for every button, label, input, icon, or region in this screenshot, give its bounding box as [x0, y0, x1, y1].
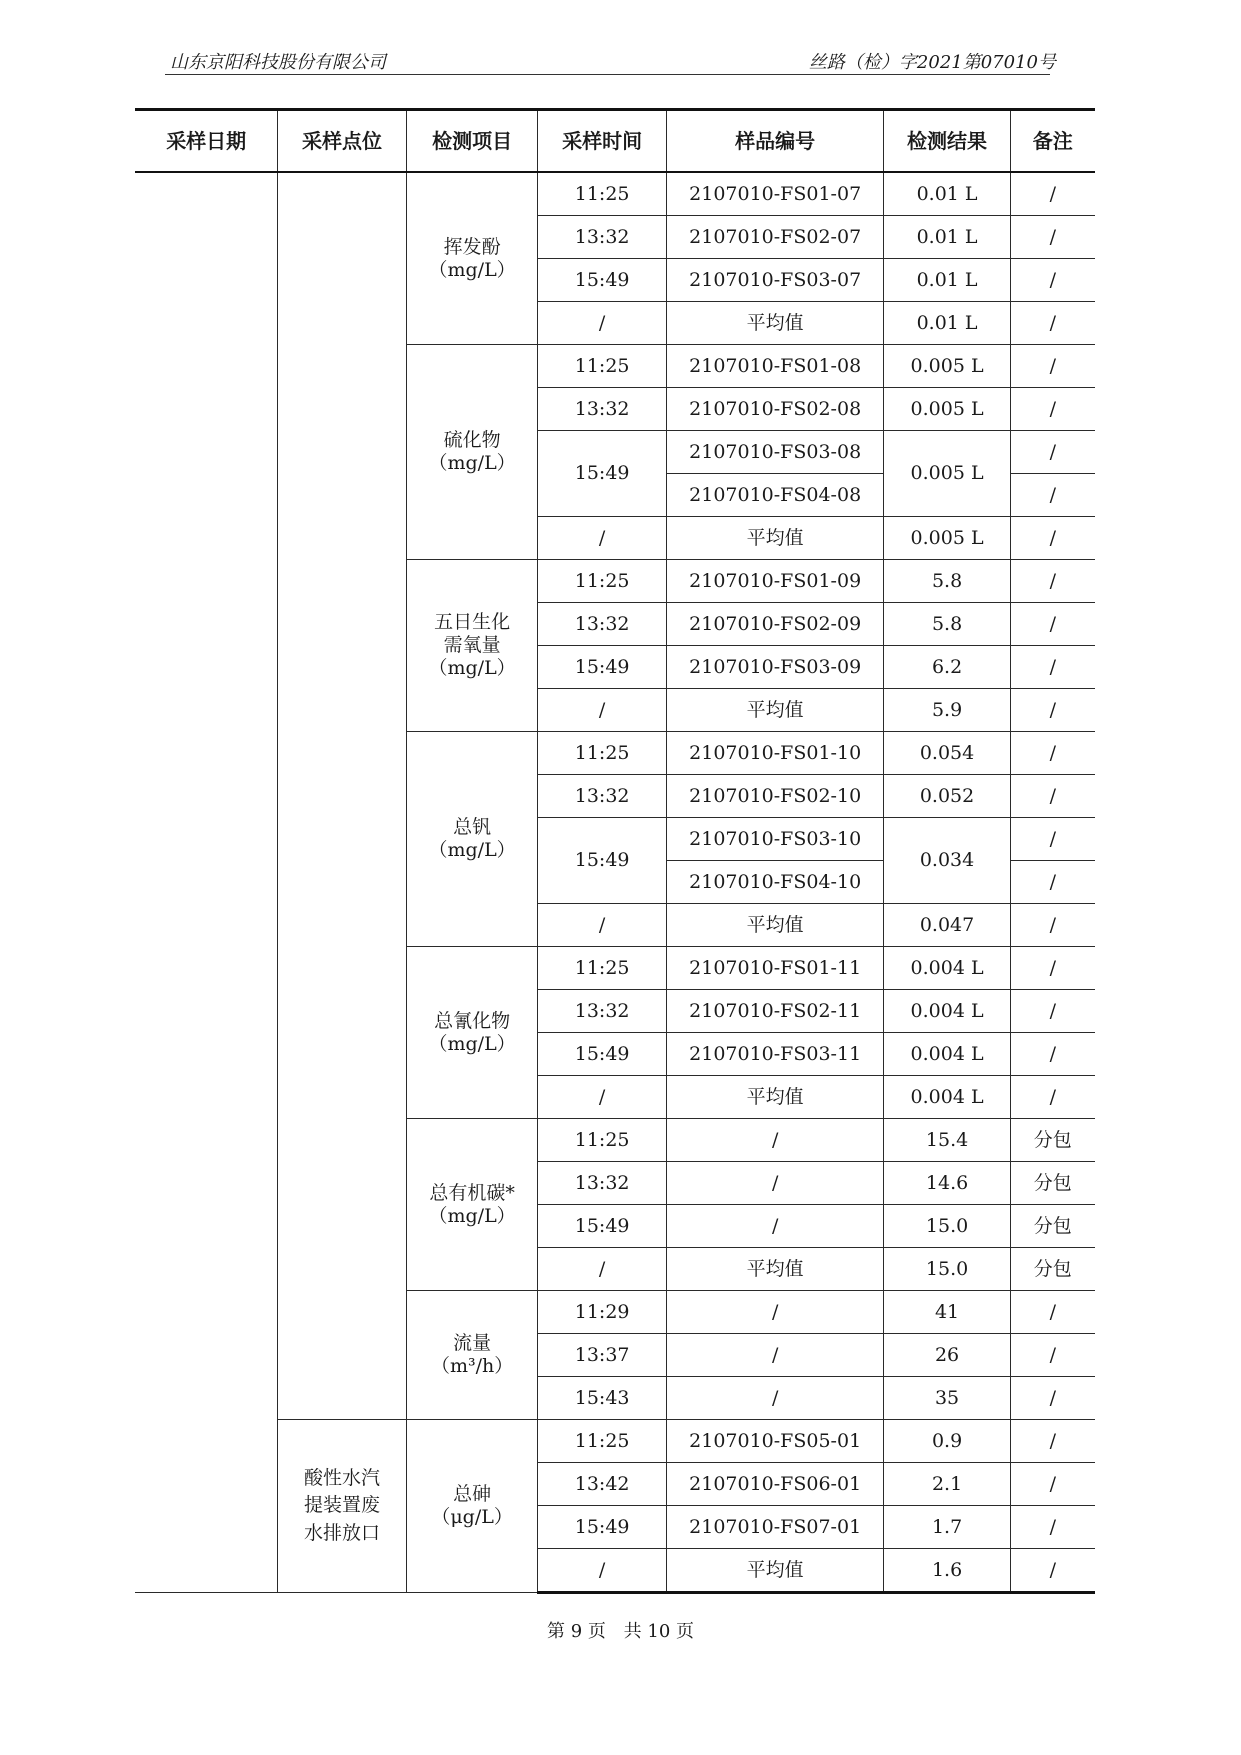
sampling-time-cell: 15:43 — [538, 1377, 666, 1420]
test-item-name: 五日生化需氧量 — [434, 611, 511, 657]
sampling-time-cell: 15:49 — [538, 1033, 666, 1076]
sample-id-cell: 2107010-FS03-08 — [666, 431, 884, 474]
result-cell: 5.8 — [884, 603, 1010, 646]
sample-id-cell: 2107010-FS01-07 — [666, 172, 884, 216]
sample-id-cell: 2107010-FS02-09 — [666, 603, 884, 646]
test-item-cell — [406, 1291, 538, 1420]
result-cell: 0.052 — [884, 775, 1010, 818]
test-item-cell — [406, 172, 538, 345]
sample-id-cell: 2107010-FS02-10 — [666, 775, 884, 818]
result-cell: 0.9 — [884, 1420, 1010, 1463]
sampling-time-cell: 13:37 — [538, 1334, 666, 1377]
notes-cell: / — [1010, 474, 1095, 517]
notes-cell: 分包 — [1010, 1248, 1095, 1291]
sampling-time-cell: 13:32 — [538, 603, 666, 646]
notes-cell: / — [1010, 603, 1095, 646]
results-table — [135, 108, 1095, 1594]
result-cell: 1.6 — [884, 1549, 1010, 1593]
test-item-unit: （mg/L） — [428, 452, 516, 474]
sample-id-cell: 平均值 — [666, 689, 884, 732]
test-item-cell — [406, 560, 538, 732]
notes-cell: / — [1010, 431, 1095, 474]
result-cell: 0.005 L — [884, 517, 1010, 560]
result-cell: 0.004 L — [884, 990, 1010, 1033]
sampling-time-cell: 13:32 — [538, 1162, 666, 1205]
table-header-row — [135, 110, 1095, 173]
result-cell: 41 — [884, 1291, 1010, 1334]
result-cell: 0.01 L — [884, 259, 1010, 302]
sampling-time-cell: 15:49 — [538, 1205, 666, 1248]
result-cell: 5.8 — [884, 560, 1010, 603]
sample-id-cell: 2107010-FS02-11 — [666, 990, 884, 1033]
notes-cell: / — [1010, 990, 1095, 1033]
sample-id-cell: 2107010-FS04-10 — [666, 861, 884, 904]
notes-cell: / — [1010, 345, 1095, 388]
result-cell: 26 — [884, 1334, 1010, 1377]
header-report-number: 丝路（检）字2021第07010号 — [808, 52, 1056, 73]
result-cell: 0.01 L — [884, 216, 1010, 259]
notes-cell: / — [1010, 689, 1095, 732]
test-item-cell — [406, 1420, 538, 1593]
test-item-name: 总砷（μg/L） — [431, 1483, 513, 1528]
test-item-cell — [406, 345, 538, 560]
result-cell: 0.004 L — [884, 947, 1010, 990]
notes-cell: / — [1010, 172, 1095, 216]
test-item-name: 总氰化物 — [434, 1009, 511, 1032]
sampling-time-cell: 11:25 — [538, 732, 666, 775]
sample-id-cell: / — [666, 1291, 884, 1334]
result-cell: 0.005 L — [884, 388, 1010, 431]
col-test-item: 检测项目 — [406, 110, 538, 173]
test-item-name: 挥发酚 — [443, 235, 501, 258]
notes-cell: / — [1010, 1377, 1095, 1420]
notes-cell: / — [1010, 216, 1095, 259]
sampling-time-cell: 15:49 — [538, 646, 666, 689]
sample-id-cell: 2107010-FS02-08 — [666, 388, 884, 431]
sample-id-cell: 平均值 — [666, 904, 884, 947]
sample-id-cell: 2107010-FS01-10 — [666, 732, 884, 775]
notes-cell: / — [1010, 560, 1095, 603]
notes-cell: 分包 — [1010, 1205, 1095, 1248]
result-cell: 1.7 — [884, 1506, 1010, 1549]
notes-cell: / — [1010, 1463, 1095, 1506]
test-item-name: 流量（m³/h） — [430, 1332, 514, 1377]
header-rule — [165, 74, 1050, 75]
sampling-site-cell — [278, 172, 406, 1420]
sampling-time-cell: / — [538, 1248, 666, 1291]
sample-id-cell: 平均值 — [666, 1076, 884, 1119]
sample-id-cell: 2107010-FS01-09 — [666, 560, 884, 603]
result-cell: 0.004 L — [884, 1076, 1010, 1119]
notes-cell: / — [1010, 732, 1095, 775]
sample-id-cell: / — [666, 1119, 884, 1162]
test-item-unit: （mg/L） — [428, 656, 516, 679]
table-row — [135, 172, 1095, 216]
sampling-time-cell: 11:25 — [538, 172, 666, 216]
test-item-unit: （mg/L） — [428, 839, 516, 861]
sample-id-cell: 2107010-FS03-10 — [666, 818, 884, 861]
result-cell: 0.054 — [884, 732, 1010, 775]
sample-id-cell: 2107010-FS01-11 — [666, 947, 884, 990]
col-sampling-date: 采样日期 — [135, 110, 278, 173]
notes-cell: / — [1010, 517, 1095, 560]
notes-cell: 分包 — [1010, 1119, 1095, 1162]
notes-cell: / — [1010, 388, 1095, 431]
sampling-time-cell: / — [538, 1549, 666, 1593]
sampling-time-cell: 13:32 — [538, 388, 666, 431]
sampling-time-cell: 15:49 — [538, 259, 666, 302]
result-cell: 15.0 — [884, 1248, 1010, 1291]
result-cell: 6.2 — [884, 646, 1010, 689]
sample-id-cell: / — [666, 1162, 884, 1205]
result-cell: 15.0 — [884, 1205, 1010, 1248]
sample-id-cell: 2107010-FS02-07 — [666, 216, 884, 259]
sampling-time-cell: 11:25 — [538, 345, 666, 388]
result-cell: 0.005 L — [884, 345, 1010, 388]
test-item-name: 硫化物 — [443, 429, 501, 452]
sample-id-cell: 2107010-FS07-01 — [666, 1506, 884, 1549]
sample-id-cell: 2107010-FS03-09 — [666, 646, 884, 689]
sampling-time-cell: 11:25 — [538, 947, 666, 990]
sample-id-cell: 2107010-FS03-07 — [666, 259, 884, 302]
col-notes: 备注 — [1010, 110, 1095, 173]
test-item-cell — [406, 1119, 538, 1291]
notes-cell: / — [1010, 904, 1095, 947]
sampling-date-cell — [135, 172, 278, 1593]
sampling-time-cell: / — [538, 302, 666, 345]
result-cell: 0.005 L — [884, 431, 1010, 517]
sampling-time-cell: 13:32 — [538, 775, 666, 818]
sample-id-cell: 2107010-FS06-01 — [666, 1463, 884, 1506]
result-cell: 2.1 — [884, 1463, 1010, 1506]
header-company: 山东京阳科技股份有限公司 — [170, 52, 386, 73]
notes-cell: / — [1010, 818, 1095, 861]
sampling-site-name: 酸性水汽提装置废水排放口 — [304, 1466, 381, 1544]
notes-cell: / — [1010, 1420, 1095, 1463]
sampling-time-cell: 11:25 — [538, 1119, 666, 1162]
sampling-time-cell: 13:32 — [538, 216, 666, 259]
sampling-time-cell: / — [538, 904, 666, 947]
notes-cell: / — [1010, 775, 1095, 818]
sample-id-cell: / — [666, 1334, 884, 1377]
col-sampling-site: 采样点位 — [278, 110, 406, 173]
result-cell: 0.004 L — [884, 1033, 1010, 1076]
result-cell: 0.047 — [884, 904, 1010, 947]
notes-cell: / — [1010, 1076, 1095, 1119]
notes-cell: / — [1010, 302, 1095, 345]
result-cell: 5.9 — [884, 689, 1010, 732]
sampling-time-cell: 13:42 — [538, 1463, 666, 1506]
sampling-time-cell: 13:32 — [538, 990, 666, 1033]
sampling-time-cell: / — [538, 1076, 666, 1119]
notes-cell: / — [1010, 861, 1095, 904]
sample-id-cell: / — [666, 1377, 884, 1420]
result-cell: 35 — [884, 1377, 1010, 1420]
result-cell: 0.01 L — [884, 172, 1010, 216]
notes-cell: / — [1010, 259, 1095, 302]
sample-id-cell: / — [666, 1205, 884, 1248]
test-item-unit: （mg/L） — [428, 1204, 516, 1227]
sampling-time-cell: 11:25 — [538, 1420, 666, 1463]
notes-cell: / — [1010, 1334, 1095, 1377]
sampling-time-cell: 11:25 — [538, 560, 666, 603]
test-item-name: 总有机碳* — [429, 1181, 515, 1204]
page-number: 第 9 页 — [547, 1621, 606, 1642]
result-cell: 0.01 L — [884, 302, 1010, 345]
result-cell: 14.6 — [884, 1162, 1010, 1205]
test-item-unit: （mg/L） — [428, 1032, 516, 1055]
sample-id-cell: 2107010-FS04-08 — [666, 474, 884, 517]
notes-cell: / — [1010, 1506, 1095, 1549]
sample-id-cell: 平均值 — [666, 302, 884, 345]
notes-cell: / — [1010, 1291, 1095, 1334]
test-item-name: 总钒 — [453, 816, 492, 839]
notes-cell: / — [1010, 947, 1095, 990]
notes-cell: / — [1010, 1549, 1095, 1593]
sample-id-cell: 平均值 — [666, 1549, 884, 1593]
sampling-time-cell: / — [538, 689, 666, 732]
sampling-time-cell: 15:49 — [538, 1506, 666, 1549]
notes-cell: / — [1010, 1033, 1095, 1076]
sampling-time-cell: 15:49 — [538, 431, 666, 517]
sample-id-cell: 2107010-FS05-01 — [666, 1420, 884, 1463]
result-cell: 15.4 — [884, 1119, 1010, 1162]
test-item-unit: （mg/L） — [428, 258, 516, 281]
sampling-time-cell: / — [538, 517, 666, 560]
page-footer — [0, 1617, 1241, 1643]
table-row — [135, 1420, 1095, 1463]
result-cell: 0.034 — [884, 818, 1010, 904]
sample-id-cell: 2107010-FS01-08 — [666, 345, 884, 388]
sample-id-cell: 平均值 — [666, 1248, 884, 1291]
sample-id-cell: 平均值 — [666, 517, 884, 560]
sampling-time-cell: 11:29 — [538, 1291, 666, 1334]
notes-cell: / — [1010, 646, 1095, 689]
test-item-cell — [406, 732, 538, 947]
col-sampling-time: 采样时间 — [538, 110, 666, 173]
notes-cell: 分包 — [1010, 1162, 1095, 1205]
sampling-site-cell — [278, 1420, 406, 1593]
col-result: 检测结果 — [884, 110, 1010, 173]
sample-id-cell: 2107010-FS03-11 — [666, 1033, 884, 1076]
page-total: 共 10 页 — [623, 1621, 694, 1642]
test-item-cell — [406, 947, 538, 1119]
col-sample-id: 样品编号 — [666, 110, 884, 173]
sampling-time-cell: 15:49 — [538, 818, 666, 904]
